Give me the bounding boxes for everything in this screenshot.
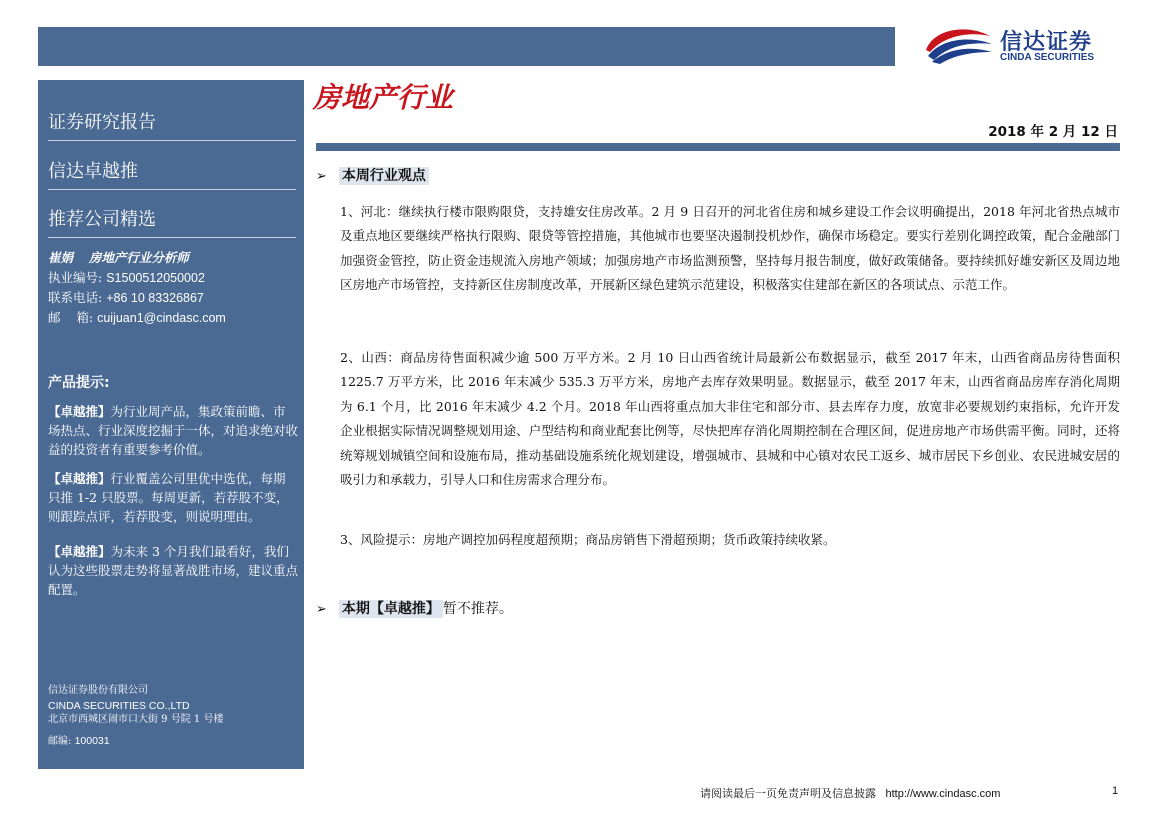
- section-rest: 暂不推荐。: [442, 601, 513, 617]
- page-number: 1: [1112, 785, 1119, 797]
- email-line: [48, 308, 298, 328]
- footer: [700, 785, 1000, 801]
- product-note: [48, 542, 298, 599]
- product-note-text: 为行业周产品，集政策前瞻、市场热点、行业深度挖掘于一体，对追求绝对收益的投资者有重要参考价值。: [48, 404, 299, 457]
- email-address[interactable]: cuijuan1@cindasc.com: [97, 311, 226, 325]
- paragraph-risk: 3、风险提示：房地产调控加码程度超预期；商品房销售下滑超预期；货币政策持续收紧。: [340, 532, 836, 547]
- product-note-text: 行业覆盖公司里优中选优，每期只推 1-2 只股票。每周更新，若荐股不变，则跟踪点评，若荐股变，则说明理由。: [48, 471, 289, 524]
- report-date: 2018 年 2 月 12 日: [988, 124, 1118, 140]
- email-label: 邮 箱:: [48, 310, 94, 325]
- product-note: [48, 402, 298, 459]
- product-note-text: 为未来 3 个月我们最看好，我们认为这些股票走势将显著战胜市场，建议重点配置。: [48, 544, 299, 597]
- analyst-line: [48, 248, 298, 268]
- product-tips-title: 产品提示:: [48, 375, 110, 391]
- sidebar-item-report-type: 证券研究报告: [48, 108, 296, 141]
- phone-number: +86 10 83326867: [106, 291, 204, 305]
- sidebar: [38, 80, 304, 769]
- license-number: S1500512050002: [106, 271, 205, 285]
- phone-line: [48, 288, 298, 308]
- cinda-logo: [922, 22, 1127, 66]
- arrow-bullet-icon: ➢: [316, 169, 327, 184]
- postcode-label: 邮编:: [48, 735, 72, 747]
- arrow-bullet-icon: ➢: [316, 602, 327, 617]
- section-recommendation: [316, 598, 513, 618]
- analyst-info: [48, 248, 298, 328]
- section-title: 本周行业观点: [339, 167, 429, 185]
- header-band: [38, 27, 895, 66]
- cinda-swoosh-icon: [922, 22, 994, 66]
- phone-label: 联系电话:: [48, 290, 103, 305]
- sidebar-item-series: 信达卓越推: [48, 157, 296, 190]
- section-weekly-view: [316, 165, 429, 185]
- license-label: 执业编号:: [48, 270, 103, 285]
- product-note-tag: 【卓越推】: [48, 471, 111, 486]
- company-name-en: CINDA SECURITIES CO.,LTD: [48, 699, 190, 712]
- product-note-tag: 【卓越推】: [48, 544, 111, 559]
- company-name-cn: 信达证券股份有限公司: [48, 685, 148, 696]
- brand-name-cn: 信达证券: [1000, 30, 1093, 55]
- paragraph-shanxi: 2、山西：商品房待售面积减少逾 500 万平方米。2 月 10 日山西省统计局最新公布数据显示，截至 2017 年末，山西省商品房待售面积 1225.7 万平方米，比 2016 年末减少 535.3 万平方米，房地产去库存效果明显。数据显示，截至 2017 年末，山西省商品房库存消化周期为 6.1 个月，比 2016 年末减少 4.2 个月。2018 年山西将重点加大非住宅和部分市、县去库存力度，放宽非必要规划约束指标，允许开发企业根据实际情况调整规划用途、户型结构和商业配套比例等，尽快把库存消化周期控制在合理区间，促进房地产市场供需平衡。同时，还将统筹规划城镇空间和设施布局，推动基础设施系统化规划建设，增强城市、县城和中心镇对农民工返乡、城市居民下乡创业、农民进城安居的吸引力和承载力，引导人口和住房需求合理分布。: [340, 350, 1120, 488]
- postcode: 100031: [74, 734, 110, 747]
- paragraph-hebei: 1、河北：继续执行楼市限购限贷，支持雄安住房改革。2 月 9 日召开的河北省住房和城乡建设工作会议明确提出，2018 年河北省热点城市及重点地区要继续严格执行限购、限贷等管控措施，其他城市也要坚决遏制投机炒作，确保市场稳定。要实行差别化调控政策，配合金融部门加强资金管控，防止资金违规流入房地产领域；加强房地产市场监测预警，坚持每月报告制度，做好政策储备。要持续抓好雄安新区及周边地区房地产市场管控，支持新区住房制度改革，开展新区绿色建筑示范建设，积极落实住建部在新区的各项试点、示范工作。: [340, 204, 1120, 293]
- analyst-name: 崔娟: [48, 250, 74, 265]
- product-note: [48, 469, 298, 526]
- company-address: 北京市西城区闹市口大街 9 号院 1 号楼: [48, 714, 224, 725]
- brand-name-en: CINDA SECURITIES: [1000, 52, 1095, 63]
- product-note-tag: 【卓越推】: [48, 404, 111, 419]
- company-info: [48, 684, 298, 749]
- section-title: 本期【卓越推】: [339, 600, 443, 618]
- sidebar-item-picks: 推荐公司精选: [48, 205, 296, 238]
- industry-title: 房地产行业: [313, 81, 454, 114]
- header-rule: [316, 143, 1120, 151]
- website-link[interactable]: http://www.cindasc.com: [885, 788, 1001, 800]
- analyst-title: 房地产行业分析师: [88, 250, 189, 265]
- postcode-line: [48, 734, 298, 750]
- license-line: [48, 268, 298, 288]
- disclaimer-note: 请阅读最后一页免责声明及信息披露: [700, 787, 876, 800]
